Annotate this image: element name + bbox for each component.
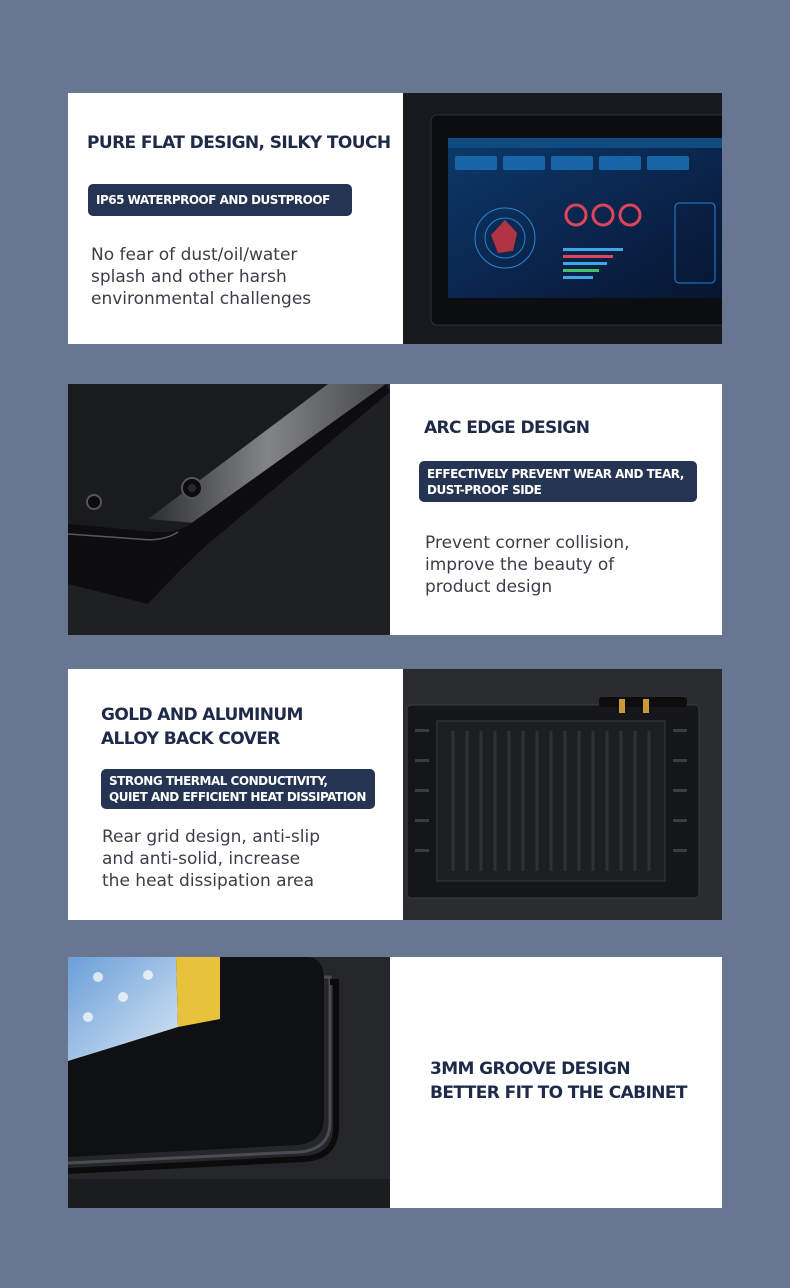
feature-description: Prevent corner collision, improve the beauty of product design bbox=[425, 533, 630, 597]
feature-badge: EFFECTIVELY PREVENT WEAR AND TEAR, DUST-PROOF SIDE bbox=[419, 461, 697, 502]
tablet-front-illustration bbox=[403, 93, 722, 344]
feature-text-panel bbox=[390, 957, 722, 1208]
feature-card-back-cover bbox=[68, 669, 722, 920]
groove-edge-illustration bbox=[68, 957, 390, 1208]
feature-text-panel bbox=[68, 669, 403, 920]
feature-card-flat-design bbox=[68, 93, 722, 344]
feature-text-panel bbox=[390, 384, 722, 635]
back-cover-grid-illustration bbox=[403, 669, 722, 920]
feature-description: Rear grid design, anti-slip and anti-solid, increase the heat dissipation area bbox=[102, 827, 321, 891]
arc-edge-corner-illustration bbox=[68, 384, 390, 635]
feature-title: GOLD AND ALUMINUM ALLOY BACK COVER bbox=[101, 705, 303, 749]
product-image-arc-edge bbox=[68, 384, 390, 635]
feature-card-groove-design bbox=[68, 957, 722, 1208]
feature-badge: STRONG THERMAL CONDUCTIVITY, QUIET AND EFFICIENT HEAT DISSIPATION bbox=[101, 769, 375, 809]
product-image-back-cover bbox=[403, 669, 722, 920]
product-image-groove-design bbox=[68, 957, 390, 1208]
feature-badge: IP65 WATERPROOF AND DUSTPROOF bbox=[88, 184, 352, 216]
feature-description: No fear of dust/oil/water splash and other harsh environmental challenges bbox=[91, 245, 312, 309]
feature-title: ARC EDGE DESIGN bbox=[424, 418, 590, 438]
feature-title: PURE FLAT DESIGN, SILKY TOUCH bbox=[87, 133, 391, 153]
feature-text-panel bbox=[68, 93, 403, 344]
product-image-dashboard-screen bbox=[403, 93, 722, 344]
feature-title: 3MM GROOVE DESIGN BETTER FIT TO THE CABINET bbox=[430, 1059, 687, 1103]
feature-card-arc-edge bbox=[68, 384, 722, 635]
